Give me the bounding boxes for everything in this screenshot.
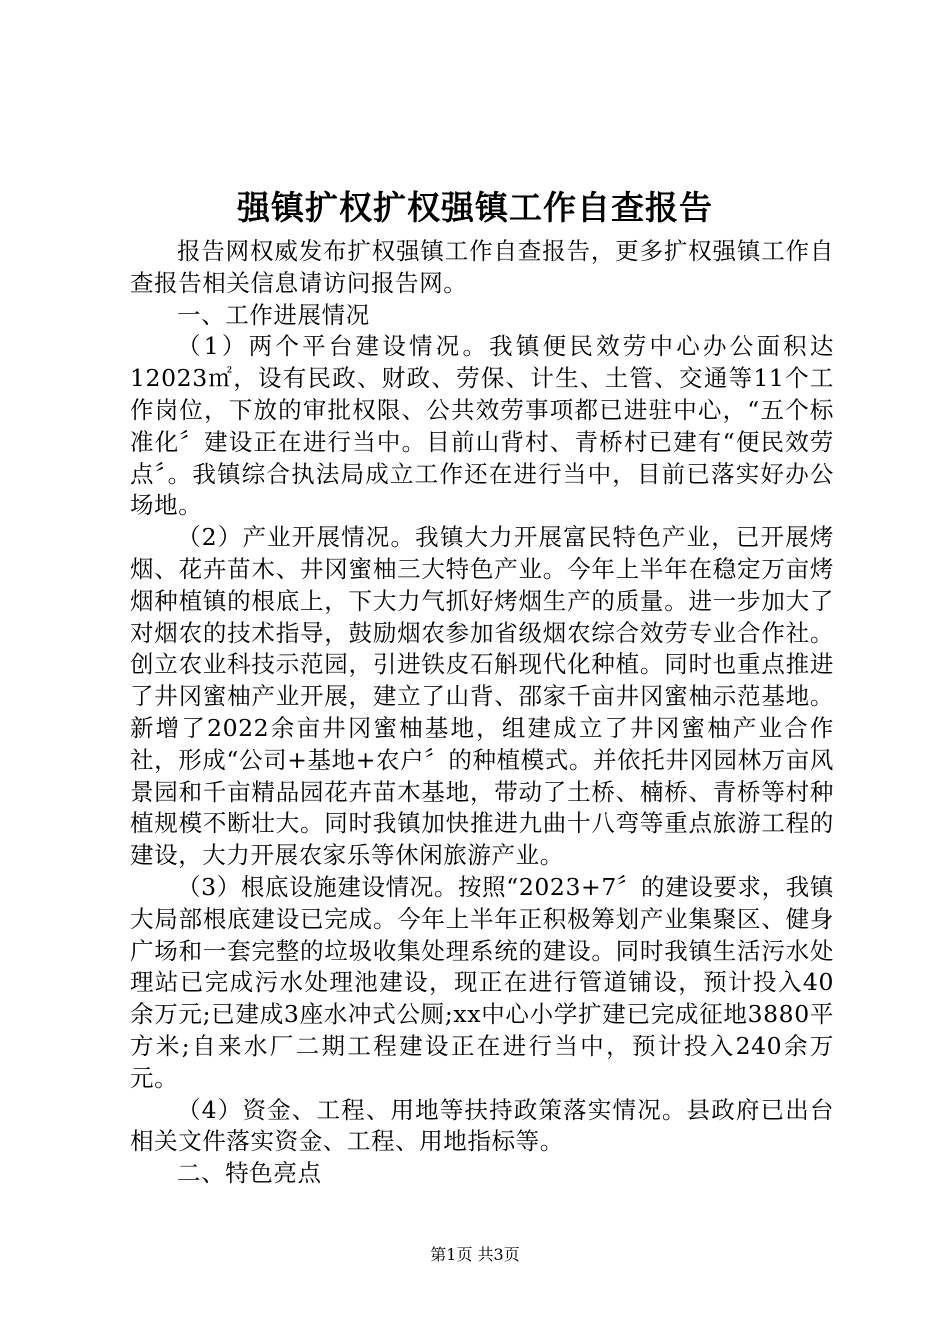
paragraph-platform-construction: （1）两个平台建设情况。我镇便民效劳中心办公面积达12023㎡，设有民政、财政、劳保、计生、土管、交通等11个工作岗位，下放的审批权限、公共效劳事项都已进驻中心，“五个标准化〞建设正在进行当中。目前山背村、青桥村已建有“便民效劳点〞。我镇综合执法局成立工作还在进行当中，目前已落实好办公场地。 xyxy=(130,332,834,520)
paragraph-industry-development: （2）产业开展情况。我镇大力开展富民特色产业，已开展烤烟、花卉苗木、井冈蜜柚三大特色产业。今年上半年在稳定万亩烤烟种植镇的根底上，下大力气抓好烤烟生产的质量。进一步加大了对烟农的技术指导，鼓励烟农参加省级烟农综合效劳专业合作社。创立农业科技示范园，引进铁皮石斛现代化种植。同时也重点推进了井冈蜜柚产业开展，建立了山背、邵家千亩井冈蜜柚示范基地。新增了2022余亩井冈蜜柚基地，组建成立了井冈蜜柚产业合作社，形成“公司+基地+农户〞的种植模式。并依托井冈园林万亩风景园和千亩精品园花卉苗木基地，带动了土桥、楠桥、青桥等村种植规模不断壮大。同时我镇加快推进九曲十八弯等重点旅游工程的建设，大力开展农家乐等休闲旅游产业。 xyxy=(130,523,834,870)
section-heading-highlights: 二、特色亮点 xyxy=(177,1159,322,1188)
document-title: 强镇扩权扩权强镇工作自查报告 xyxy=(237,188,713,227)
intro-paragraph: 报告网权威发布扩权强镇工作自查报告，更多扩权强镇工作自查报告相关信息请访问报告网。 xyxy=(130,237,834,297)
paragraph-infrastructure: （3）根底设施建设情况。按照“2023+7〞的建设要求，我镇大局部根底建设已完成。今年上半年正积极筹划产业集聚区、健身广场和一套完整的垃圾收集处理系统的建设。同时我镇生活污水处理站已完成污水处理池建设，现正在进行管道铺设，预计投入40余万元;已建成3座水冲式公厕;xx中心小学扩建已完成征地3880平方米;自来水厂二期工程建设正在进行当中，预计投入240余万元。 xyxy=(130,872,834,1092)
document-body xyxy=(130,236,834,1190)
page-number-footer: 第1页 共3页 xyxy=(430,1245,520,1264)
paragraph-policy-support: （4）资金、工程、用地等扶持政策落实情况。县政府已出台相关文件落实资金、工程、用地指标等。 xyxy=(130,1095,834,1156)
section-heading-progress: 一、工作进展情况 xyxy=(177,300,370,329)
